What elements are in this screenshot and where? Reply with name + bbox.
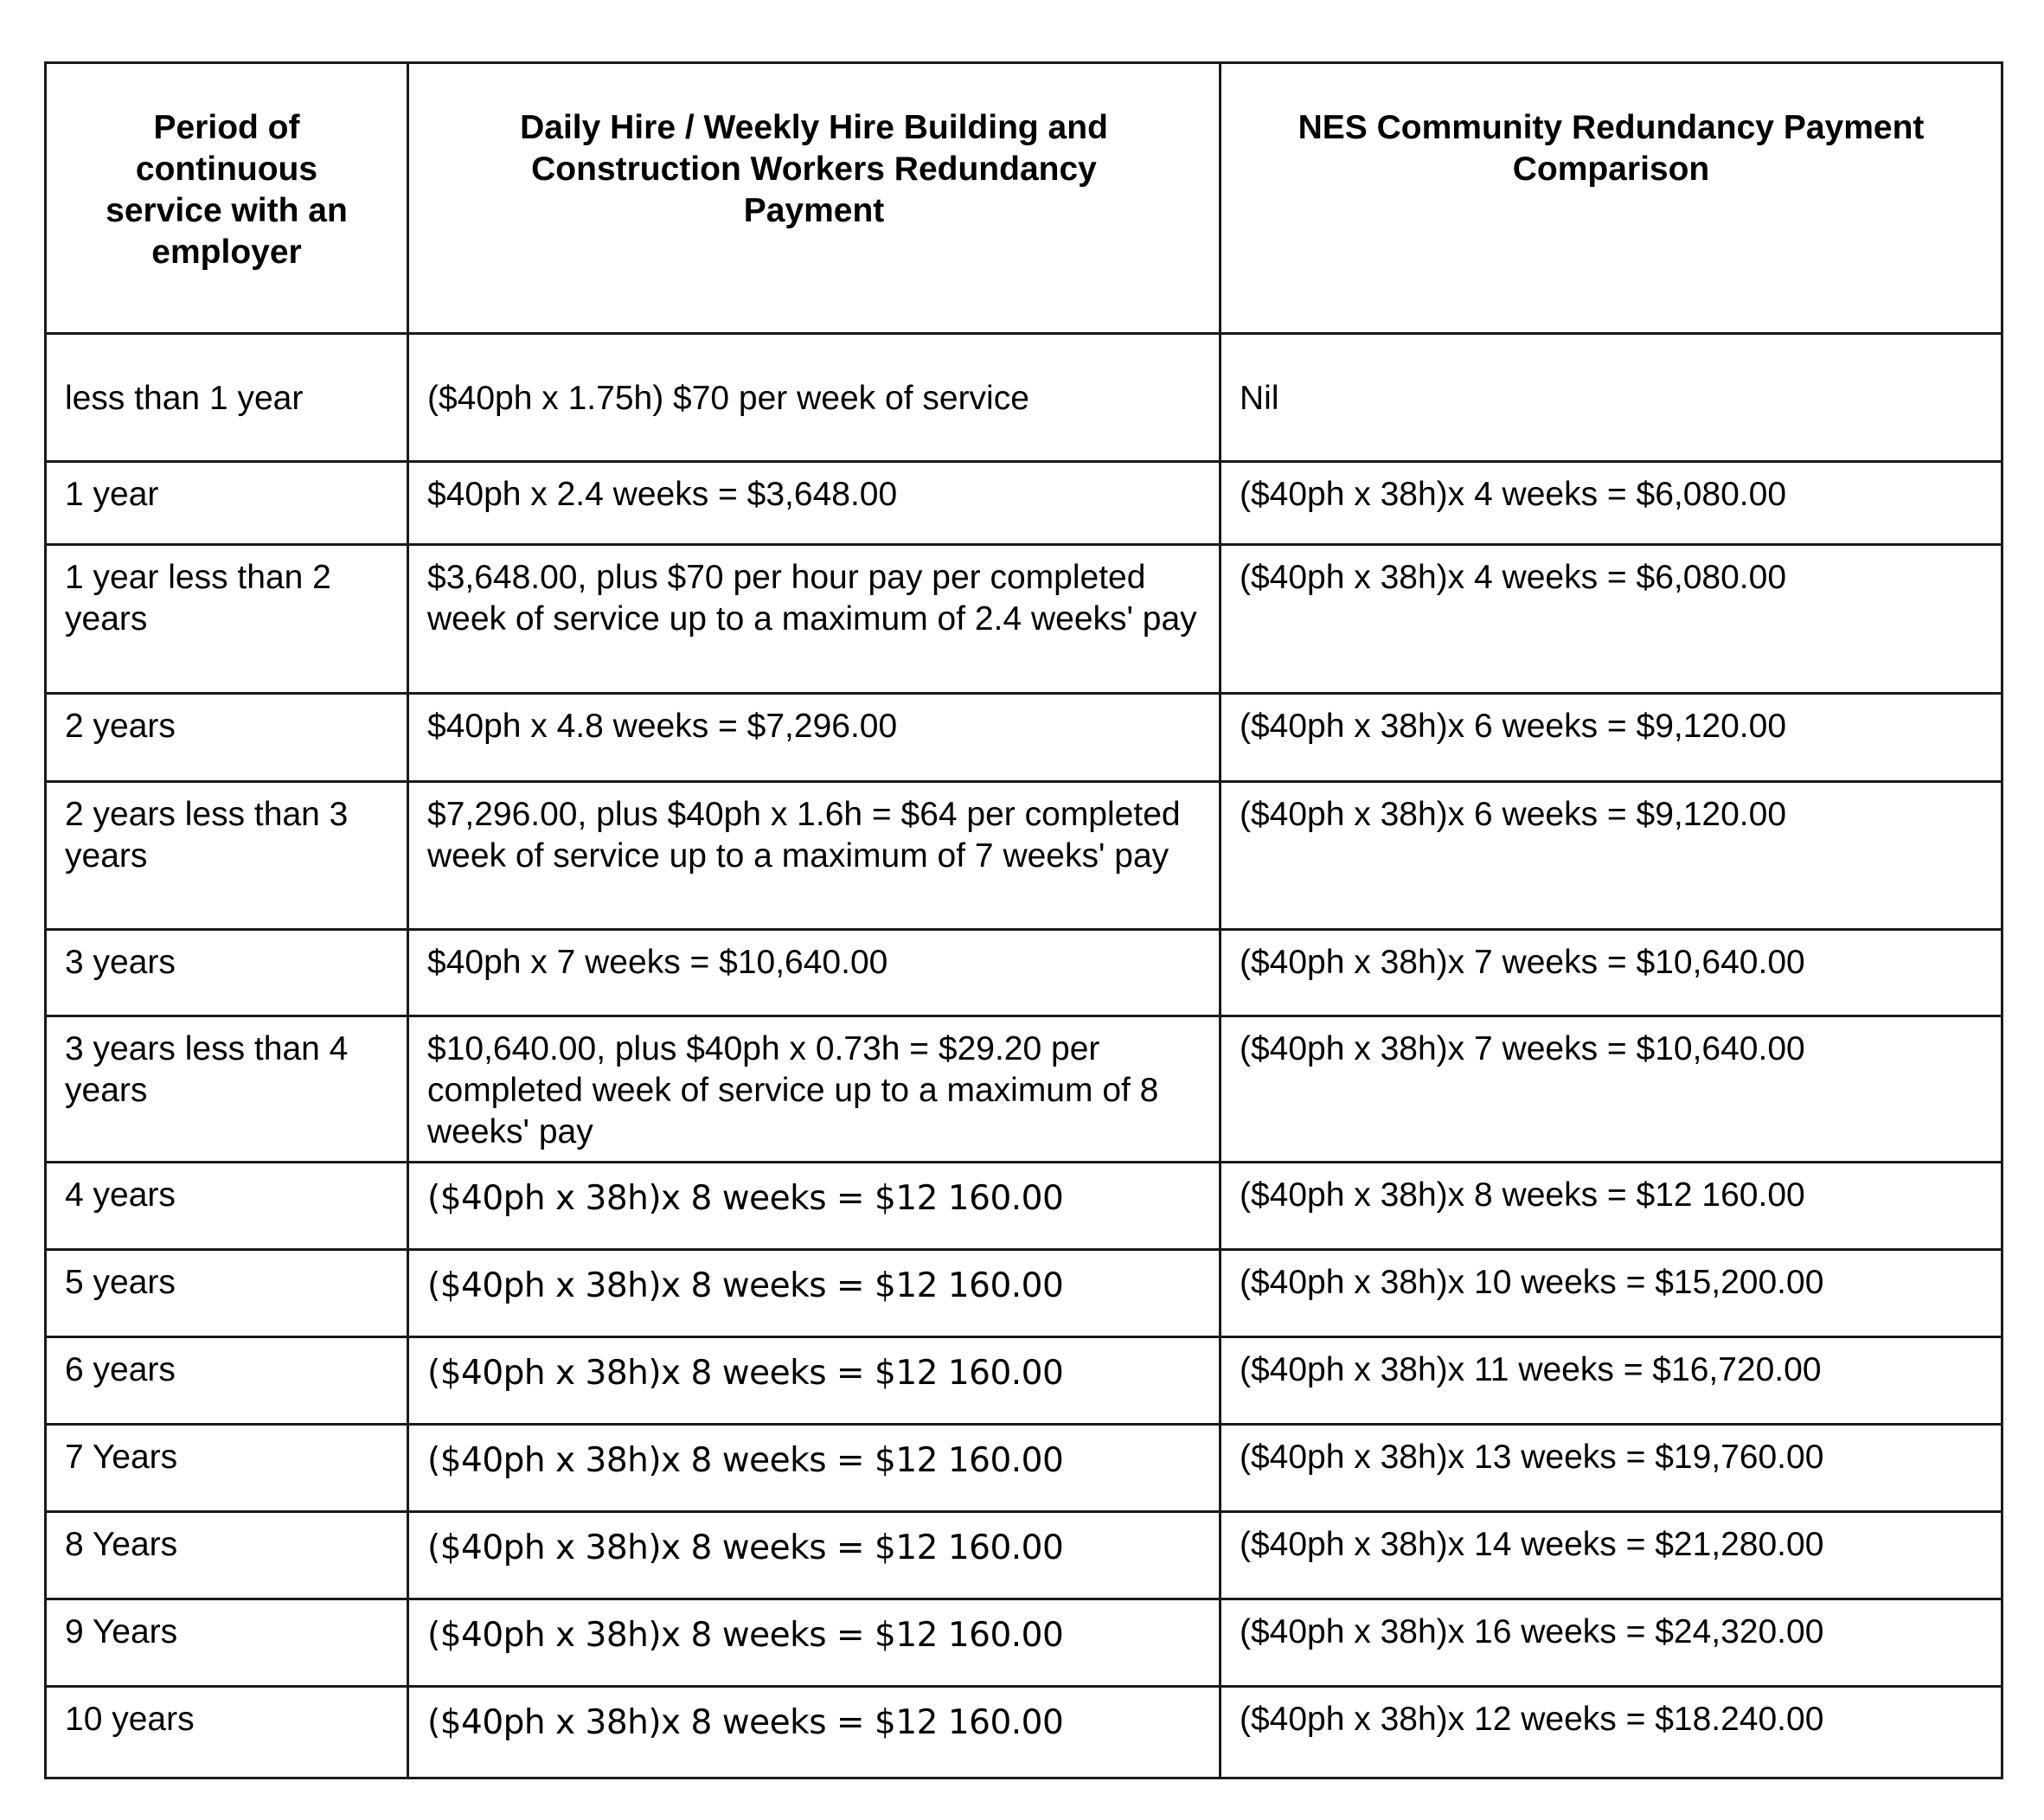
cell-nes: ($40ph x 38h)x 16 weeks = $24,320.00 xyxy=(1221,1599,2002,1687)
cell-daily-weekly: ($40ph x 38h)x 8 weeks = $12 160.00 xyxy=(408,1687,1221,1778)
cell-daily-weekly: $10,640.00, plus $40ph x 0.73h = $29.20 per completed week of service up to a maximum of 8 weeks' pay xyxy=(408,1016,1221,1163)
cell-daily-weekly: $40ph x 2.4 weeks = $3,648.00 xyxy=(408,462,1221,545)
table-row xyxy=(46,1016,2002,1163)
cell-period: 5 years xyxy=(46,1250,408,1337)
table-row xyxy=(46,1687,2002,1778)
table-row xyxy=(46,1163,2002,1250)
cell-daily-weekly: ($40ph x 38h)x 8 weeks = $12 160.00 xyxy=(408,1512,1221,1599)
cell-period: 1 year xyxy=(46,462,408,545)
cell-period: 10 years xyxy=(46,1687,408,1778)
table-header-row xyxy=(46,63,2002,334)
cell-period: 8 Years xyxy=(46,1512,408,1599)
cell-nes: ($40ph x 38h)x 8 weeks = $12 160.00 xyxy=(1221,1163,2002,1250)
cell-daily-weekly: $40ph x 4.8 weeks = $7,296.00 xyxy=(408,694,1221,782)
cell-period: 3 years xyxy=(46,930,408,1016)
cell-period: 4 years xyxy=(46,1163,408,1250)
header-nes-comparison xyxy=(1221,63,2002,334)
cell-period: 9 Years xyxy=(46,1599,408,1687)
header-daily-weekly-hire xyxy=(408,63,1221,334)
table-row xyxy=(46,930,2002,1016)
cell-nes: ($40ph x 38h)x 4 weeks = $6,080.00 xyxy=(1221,545,2002,694)
header-nes-text: NES Community Redundancy Payment Comparison xyxy=(1298,109,1925,188)
cell-daily-weekly: ($40ph x 38h)x 8 weeks = $12 160.00 xyxy=(408,1250,1221,1337)
table-row xyxy=(46,462,2002,545)
cell-nes: ($40ph x 38h)x 7 weeks = $10,640.00 xyxy=(1221,1016,2002,1163)
table-row xyxy=(46,1425,2002,1512)
table-row xyxy=(46,1599,2002,1687)
cell-nes: ($40ph x 38h)x 12 weeks = $18.240.00 xyxy=(1221,1687,2002,1778)
table-row xyxy=(46,694,2002,782)
cell-period: less than 1 year xyxy=(46,334,408,462)
header-daily-weekly-text: Daily Hire / Weekly Hire Building and Construction Workers Redundancy Payment xyxy=(520,109,1108,229)
cell-daily-weekly: ($40ph x 38h)x 8 weeks = $12 160.00 xyxy=(408,1163,1221,1250)
table-row xyxy=(46,1337,2002,1425)
cell-nes: Nil xyxy=(1221,334,2002,462)
cell-period: 1 year less than 2 years xyxy=(46,545,408,694)
cell-daily-weekly: $7,296.00, plus $40ph x 1.6h = $64 per completed week of service up to a maximum of 7 weeks' pay xyxy=(408,782,1221,930)
cell-nes: ($40ph x 38h)x 14 weeks = $21,280.00 xyxy=(1221,1512,2002,1599)
cell-daily-weekly: ($40ph x 38h)x 8 weeks = $12 160.00 xyxy=(408,1425,1221,1512)
header-period xyxy=(46,63,408,334)
table-row xyxy=(46,1512,2002,1599)
table-row xyxy=(46,782,2002,930)
cell-period: 2 years xyxy=(46,694,408,782)
cell-nes: ($40ph x 38h)x 7 weeks = $10,640.00 xyxy=(1221,930,2002,1016)
table-row xyxy=(46,545,2002,694)
cell-daily-weekly: $40ph x 7 weeks = $10,640.00 xyxy=(408,930,1221,1016)
cell-nes: ($40ph x 38h)x 6 weeks = $9,120.00 xyxy=(1221,782,2002,930)
cell-period: 6 years xyxy=(46,1337,408,1425)
cell-period: 7 Years xyxy=(46,1425,408,1512)
redundancy-comparison-table xyxy=(44,61,2003,1779)
cell-daily-weekly: $3,648.00, plus $70 per hour pay per completed week of service up to a maximum of 2.4 weeks' pay xyxy=(408,545,1221,694)
cell-nes: ($40ph x 38h)x 4 weeks = $6,080.00 xyxy=(1221,462,2002,545)
table-row xyxy=(46,334,2002,462)
header-period-text: Period of continuous service with an employer xyxy=(106,109,348,271)
cell-period: 3 years less than 4 years xyxy=(46,1016,408,1163)
table-row xyxy=(46,1250,2002,1337)
cell-nes: ($40ph x 38h)x 6 weeks = $9,120.00 xyxy=(1221,694,2002,782)
cell-daily-weekly: ($40ph x 38h)x 8 weeks = $12 160.00 xyxy=(408,1337,1221,1425)
cell-nes: ($40ph x 38h)x 11 weeks = $16,720.00 xyxy=(1221,1337,2002,1425)
cell-daily-weekly: ($40ph x 38h)x 8 weeks = $12 160.00 xyxy=(408,1599,1221,1687)
cell-nes: ($40ph x 38h)x 10 weeks = $15,200.00 xyxy=(1221,1250,2002,1337)
cell-period: 2 years less than 3 years xyxy=(46,782,408,930)
cell-nes: ($40ph x 38h)x 13 weeks = $19,760.00 xyxy=(1221,1425,2002,1512)
cell-daily-weekly: ($40ph x 1.75h) $70 per week of service xyxy=(408,334,1221,462)
